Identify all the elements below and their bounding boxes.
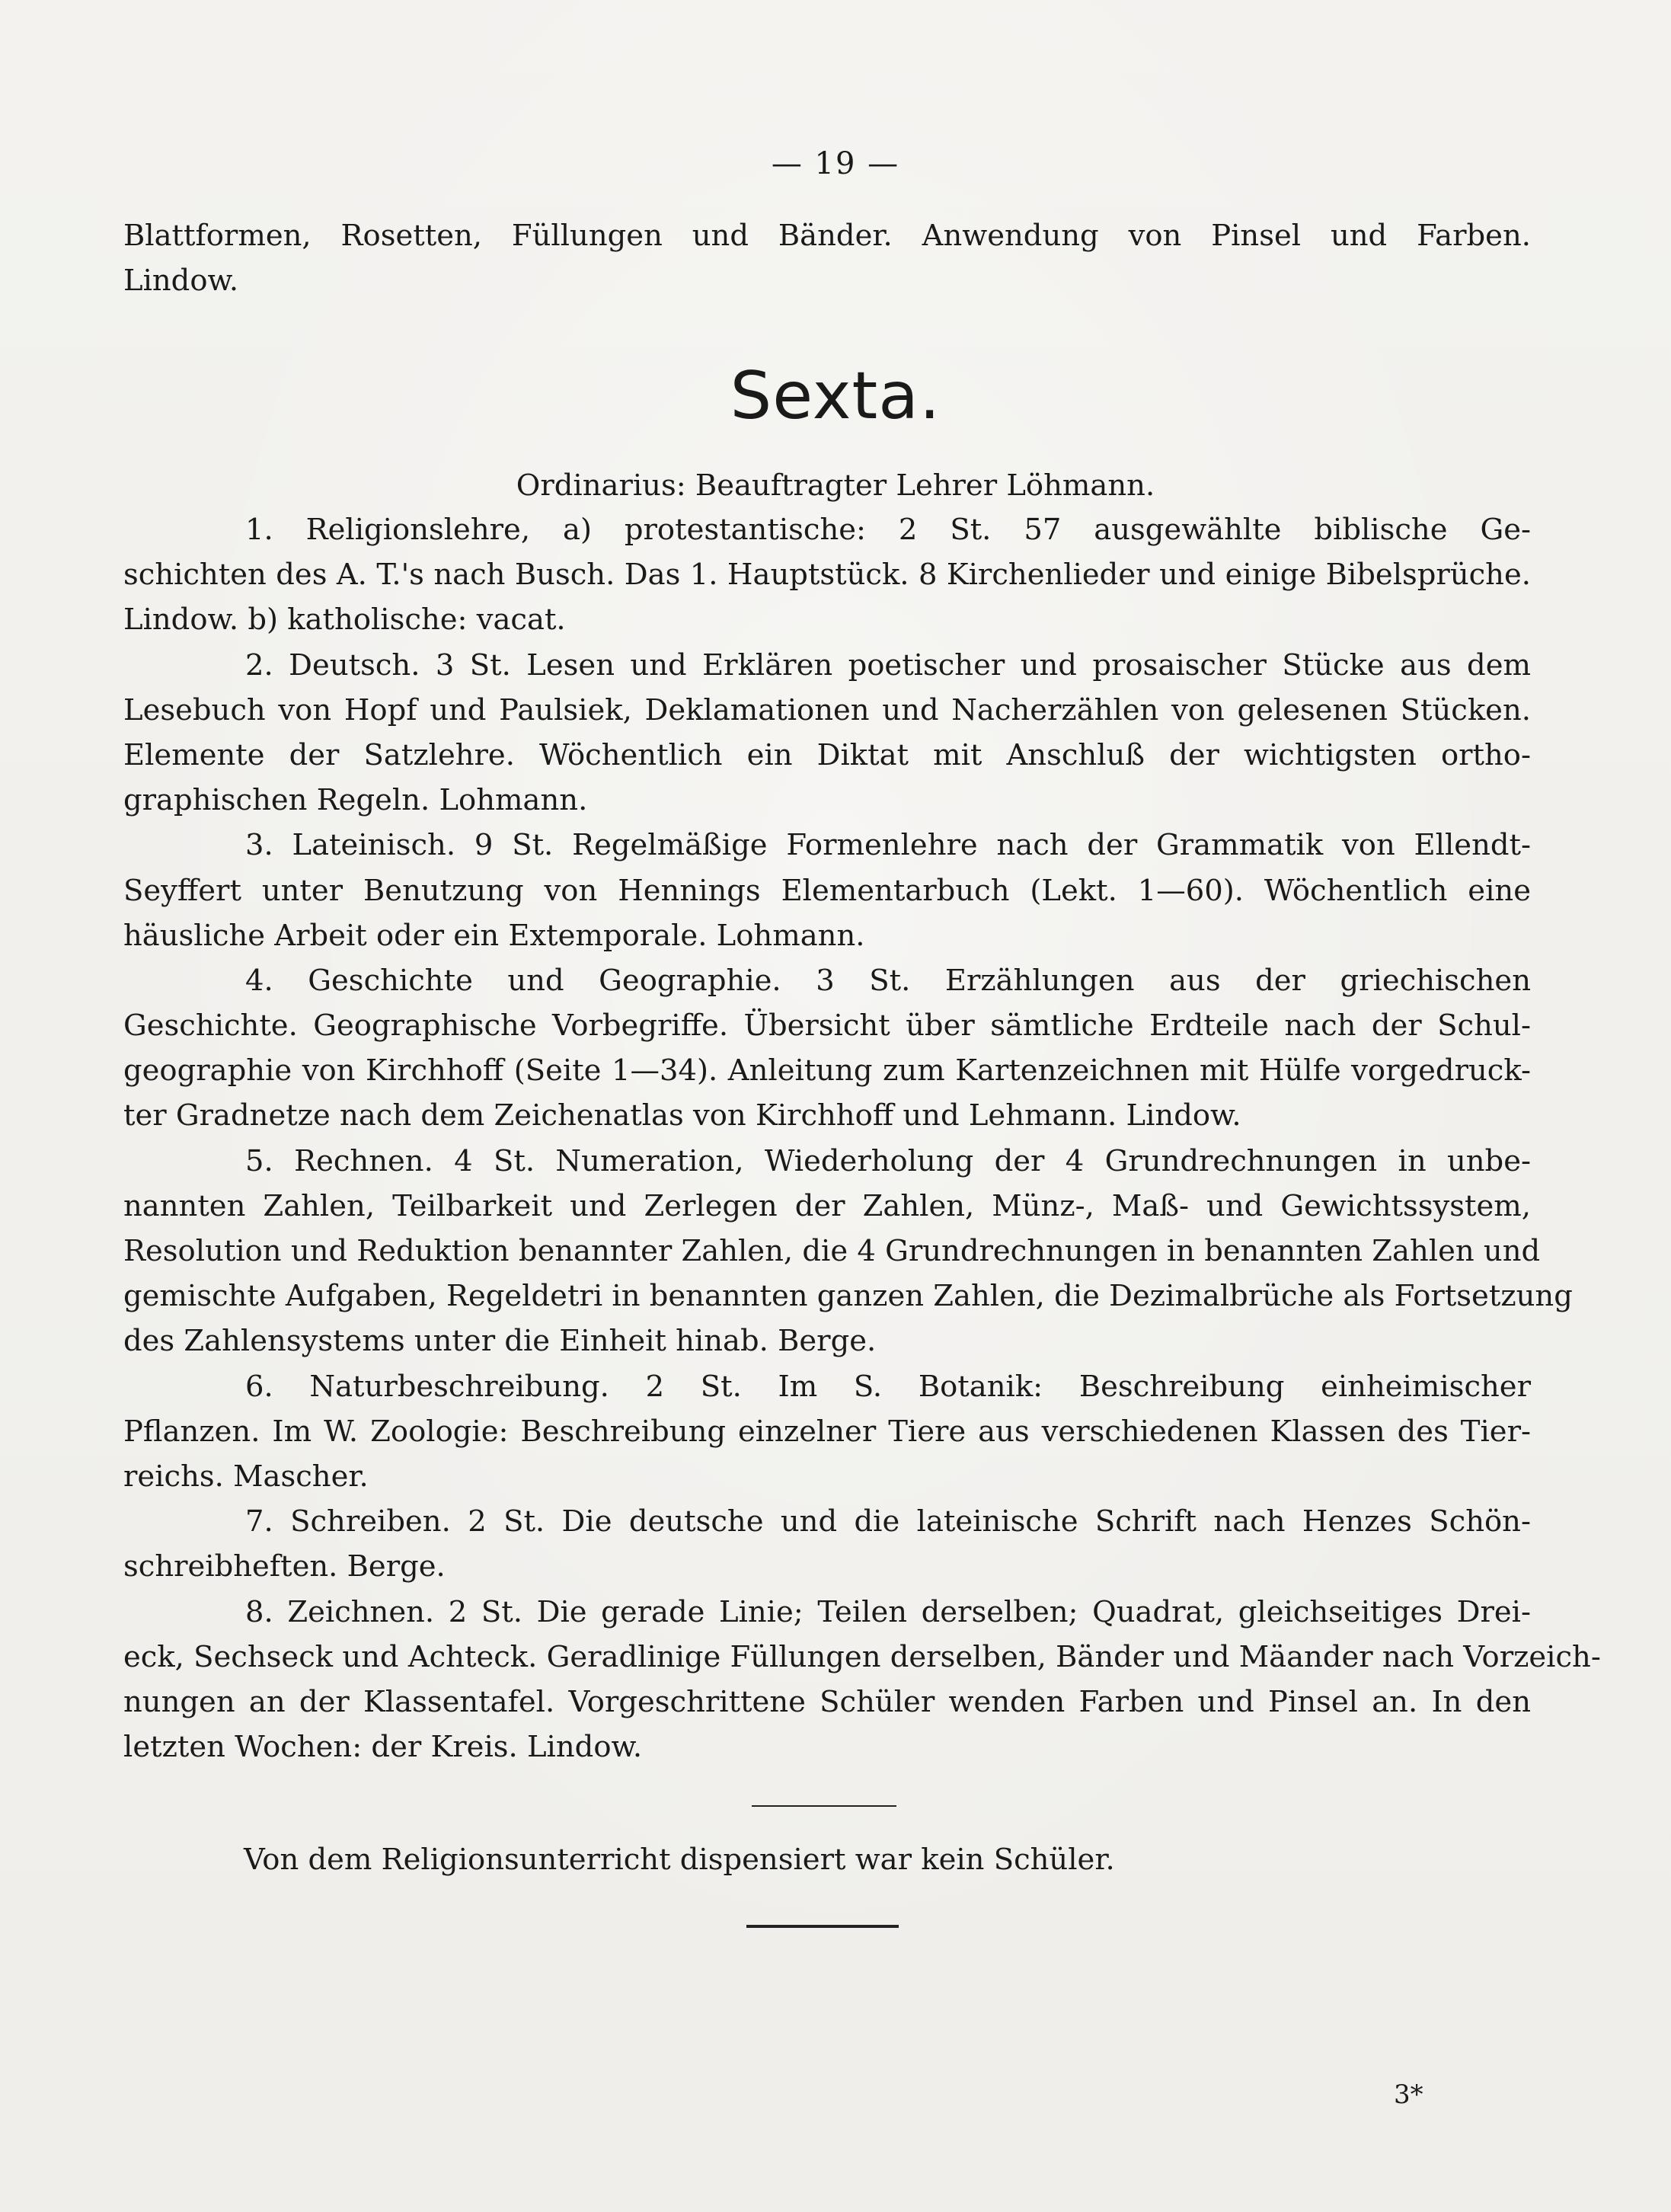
text-line: häusliche Arbeit oder ein Extemporale. Lohmann. [123,918,865,953]
text-line: letzten Wochen: der Kreis. Lindow. [123,1730,643,1765]
text-line: 7. Schreiben. 2 St. Die deutsche und die lateinische Schrift nach Henzes Schön- [245,1504,1531,1539]
text-line: Lesebuch von Hopf und Paulsiek, Deklamationen und Nacherzählen von gelesenen Stücken. [123,692,1531,727]
text-line: gemischte Aufgaben, Regeldetri in benannten ganzen Zahlen, die Dezimalbrüche als Fortsetzung [123,1279,1573,1314]
text-line: Lindow. [123,264,239,299]
text-line: reichs. Mascher. [123,1459,369,1494]
ordinarius-line: Ordinarius: Beauftragter Lehrer Löhmann. [516,468,1155,503]
text-line: nungen an der Klassentafel. Vorgeschrittene Schüler wenden Farben und Pinsel an. In den [123,1684,1531,1719]
text-line: nannten Zahlen, Teilbarkeit und Zerlegen der Zahlen, Münz-, Maß- und Gewichtssystem, [123,1188,1531,1223]
top-text-block [123,213,1531,303]
text-line: Pflanzen. Im W. Zoologie: Beschreibung einzelner Tiere aus verschiedenen Klassen des Tier- [123,1414,1531,1449]
text-line: 3. Lateinisch. 9 St. Regelmäßige Formenlehre nach der Grammatik von Ellendt- [245,828,1531,863]
text-line: 2. Deutsch. 3 St. Lesen und Erklären poetischer und prosaischer Stücke aus dem [245,647,1531,682]
text-line: geographie von Kirchhoff (Seite 1—34). Anleitung zum Kartenzeichnen mit Hülfe vorgedruck- [123,1053,1531,1088]
text-line: 6. Naturbeschreibung. 2 St. Im S. Botanik: Beschreibung einheimischer [245,1369,1531,1404]
text-line: Geschichte. Geographische Vorbegriffe. Übersicht über sämtliche Erdteile nach der Schul- [123,1009,1531,1044]
section-heading: Sexta. [730,358,941,434]
text-line: ter Gradnetze nach dem Zeichenatlas von Kirchhoff und Lehmann. Lindow. [123,1098,1241,1133]
signature-mark: 3* [1394,2079,1423,2110]
text-line: Resolution und Reduktion benannter Zahlen, die 4 Grundrechnungen in benannten Zahlen und [123,1234,1541,1268]
text-line: des Zahlensystems unter die Einheit hinab. Berge. [123,1324,877,1359]
text-line: Lindow. b) katholische: vacat. [123,603,566,638]
text-line: eck, Sechseck und Achteck. Geradlinige Füllungen derselben, Bänder und Mäander nach Vorzeich- [123,1639,1601,1674]
final-note: Von dem Religionsunterricht dispensiert war kein Schüler. [244,1843,1115,1877]
separator-rule [752,1805,896,1807]
text-line: 1. Religionslehre, a) protestantische: 2 St. 57 ausgewählte biblische Ge- [245,513,1531,547]
curriculum-block [123,507,1601,1769]
text-line: Blattformen, Rosetten, Füllungen und Bänder. Anwendung von Pinsel und Farben. [123,219,1531,253]
separator-rule-thick [746,1925,899,1928]
text-line: 4. Geschichte und Geographie. 3 St. Erzählungen aus der griechischen [245,963,1531,998]
text-line: Elemente der Satzlehre. Wöchentlich ein Diktat mit Anschluß der wichtigsten ortho- [123,737,1531,772]
text-line: schreibheften. Berge. [123,1549,446,1584]
text-line: schichten des A. T.'s nach Busch. Das 1. Hauptstück. 8 Kirchenlieder und einige Bibelsprüche. [123,558,1531,593]
text-line: graphischen Regeln. Lohmann. [123,783,588,818]
page-number: — 19 — [771,146,900,181]
text-line: 5. Rechnen. 4 St. Numeration, Wiederholung der 4 Grundrechnungen in unbe- [245,1143,1531,1178]
text-line: 8. Zeichnen. 2 St. Die gerade Linie; Teilen derselben; Quadrat, gleichseitiges Drei- [245,1594,1531,1629]
text-line: Seyffert unter Benutzung von Hennings Elementarbuch (Lekt. 1—60). Wöchentlich eine [123,873,1531,908]
